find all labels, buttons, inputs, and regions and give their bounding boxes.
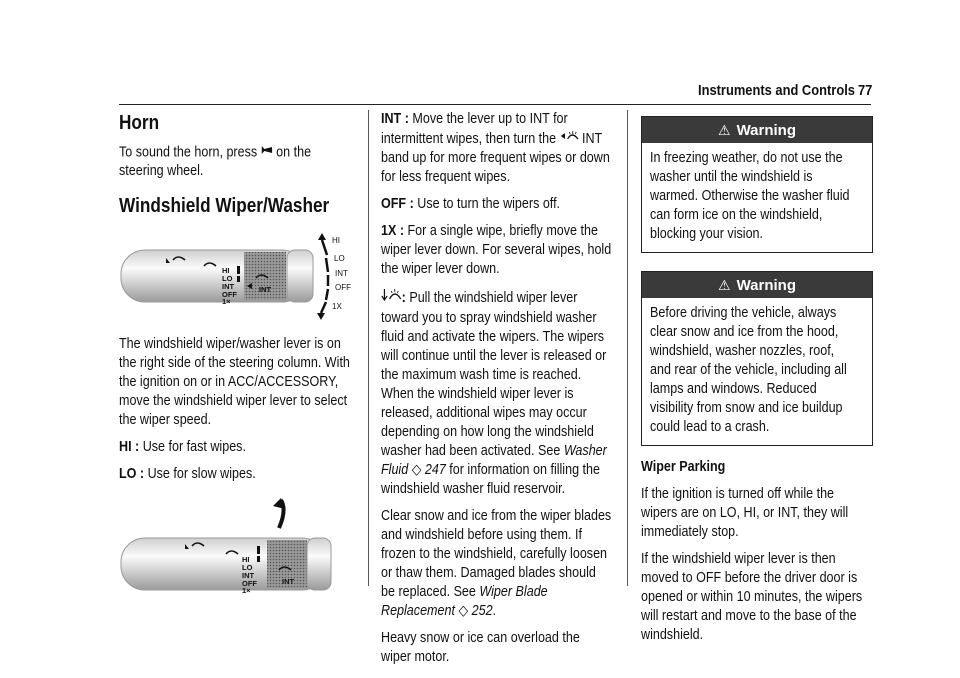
wiper-lever-illustration-2 — [119, 498, 354, 603]
horn-icon — [261, 143, 273, 162]
warning-1-text: In freezing weather, do not use the washer until the windshield is warmed. Otherwise the washer fluid can form ice on the windshield, blocking your vision. — [650, 150, 850, 242]
svg-text:1X: 1X — [332, 302, 342, 312]
wiper-lever-illustration-1 — [119, 230, 354, 325]
warning-header: ⚠ Warning — [642, 117, 872, 143]
running-header-title: Instruments and Controls — [698, 82, 855, 99]
wiper-intro-paragraph: The windshield wiper/washer lever is on the right side of the steering column. With the ignition on or in ACC/ACCESSORY, move the windshield wiper lever to select the wiper speed. — [119, 336, 350, 429]
warning-header: ⚠ Warning — [642, 272, 872, 298]
wiper-parking-paragraph-2: If the windshield wiper lever is then moved to OFF before the driver door is opened or within 10 minutes, the wipers will restart and move to the base of the windshield. — [641, 551, 863, 643]
xref-symbol: ◇ — [458, 603, 469, 619]
svg-text:LO: LO — [334, 254, 345, 264]
svg-text:OFF: OFF — [222, 290, 237, 300]
xref-symbol: ◇ — [411, 462, 422, 478]
heavy-snow-paragraph: Heavy snow or ice can overload the wiper motor. — [381, 630, 580, 665]
page-number: 77 — [858, 82, 873, 99]
svg-text:LO: LO — [222, 274, 233, 284]
svg-text:OFF: OFF — [242, 579, 257, 589]
svg-text:HI: HI — [222, 266, 230, 276]
column-2 — [381, 110, 613, 667]
header-rule — [119, 104, 871, 105]
washer-pull-icon — [381, 287, 402, 309]
intermittent-wiper-icon — [560, 129, 579, 149]
svg-text:INT: INT — [242, 571, 255, 581]
svg-text:INT: INT — [335, 269, 348, 279]
washer-paragraph: : Pull the windshield wiper lever toward you to spray windshield washer fluid and activate the wipers. The wipers will continue until the lever is released or the maximum wash time is reached. When the windshield wiper lever is released, additional wipes may occur depending on how long the windshield washer had been activated. See Washer Fluid ◇ 247 for information on filling the windshield washer fluid reservoir. — [381, 287, 613, 499]
column-divider — [627, 110, 628, 586]
horn-heading: Horn — [119, 112, 160, 134]
washer-fluid-page[interactable]: 247 — [424, 462, 446, 478]
svg-text:INT: INT — [222, 282, 235, 292]
warning-box-1 — [641, 116, 873, 253]
washer-fluid-link[interactable]: Washer Fluid — [381, 443, 607, 478]
svg-text:LO: LO — [242, 563, 253, 573]
clear-snow-paragraph: Clear snow and ice from the wiper blades and windshield before using them. If frozen to the windshield, carefully loosen or thaw them. Damaged blades should be replaced. See Wiper Blade Replacement ◇ 252. — [381, 508, 612, 619]
svg-text:1×: 1× — [222, 297, 231, 307]
warning-2-text: Before driving the vehicle, always clear snow and ice from the hood, windshield, washer nozzles, roof, and rear of the vehicle, including all lamps and windows. Reduced visibility from snow and ice buildup could lead to a crash. — [650, 305, 847, 435]
column-1 — [119, 110, 359, 603]
warning-box-2 — [641, 271, 873, 446]
svg-text:HI: HI — [242, 555, 250, 565]
svg-text:1×: 1× — [242, 586, 251, 596]
warning-icon: ⚠ — [718, 122, 731, 138]
svg-text:INT: INT — [282, 577, 295, 587]
column-3 — [641, 110, 873, 645]
wiper-parking-heading: Wiper Parking — [641, 459, 726, 475]
int-setting-paragraph: INT : Move the lever up to INT for intermittent wipes, then turn the INT band up for more frequent wipes or down for less frequent wipes. — [381, 111, 610, 185]
hi-setting-paragraph: HI : Use for fast wipes. — [119, 439, 246, 456]
svg-text:INT: INT — [259, 285, 272, 295]
wiper-heading: Windshield Wiper/Washer — [119, 195, 330, 218]
onex-setting-paragraph: 1X : For a single wipe, briefly move the wiper lever down. For several wipes, hold the wiper lever down. — [381, 223, 612, 277]
column-divider — [368, 110, 369, 586]
warning-icon: ⚠ — [718, 277, 731, 293]
wiper-parking-paragraph-1: If the ignition is turned off while the wipers are on LO, HI, or INT, they will immediately stop. — [641, 486, 849, 540]
off-setting-paragraph: OFF : Use to turn the wipers off. — [381, 196, 561, 212]
svg-text:OFF: OFF — [335, 283, 351, 293]
wiper-blade-replacement-link[interactable]: Wiper Blade Replacement — [381, 584, 548, 619]
wiper-blade-replacement-page[interactable]: 252 — [471, 603, 493, 619]
horn-paragraph: To sound the horn, press on the steering wheel. — [119, 144, 312, 180]
lo-setting-paragraph: LO : Use for slow wipes. — [119, 466, 256, 483]
svg-text:HI: HI — [332, 236, 340, 246]
